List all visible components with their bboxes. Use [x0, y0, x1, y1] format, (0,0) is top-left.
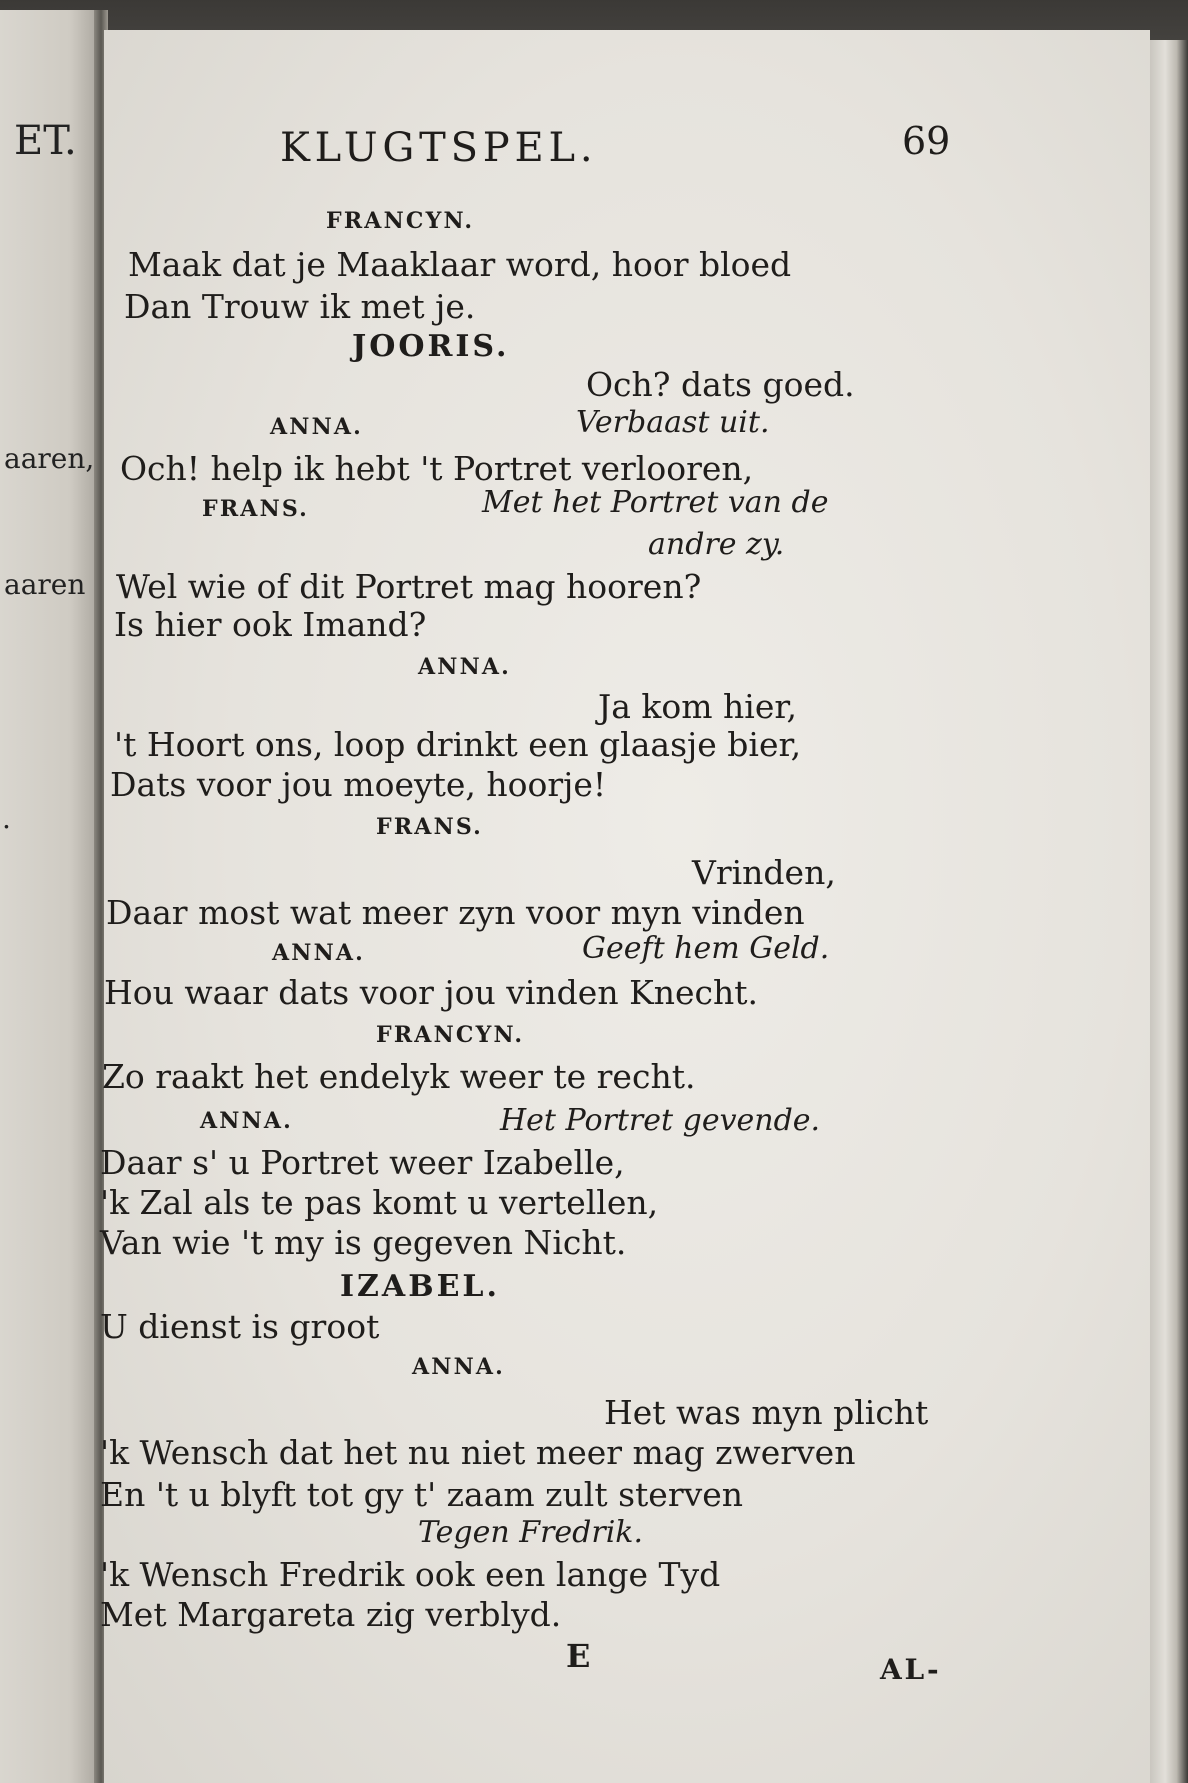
- verse-line: Hou waar dats voor jou vinden Knecht.: [104, 973, 758, 1012]
- verse-line: 'k Zal als te pas komt u vertellen,: [100, 1183, 659, 1222]
- speaker-name: FRANCYN.: [326, 208, 475, 234]
- speaker-name: ANNA.: [272, 940, 366, 966]
- verse-line: Och? dats goed.: [586, 365, 855, 404]
- page-edges: [1150, 40, 1188, 1783]
- speaker-name: FRANS.: [202, 496, 310, 522]
- verse-line: Maak dat je Maaklaar word, hoor bloed: [128, 245, 792, 284]
- verse-line: U dienst is groot: [100, 1307, 380, 1346]
- verse-line: Is hier ook Imand?: [114, 605, 427, 644]
- verse-line: Ja kom hier,: [598, 687, 798, 726]
- verse-line: Zo raakt het endelyk weer te recht.: [102, 1057, 696, 1096]
- stage-direction: Geeft hem Geld.: [582, 931, 830, 966]
- verse-line: Och! help ik hebt 't Portret verlooren,: [120, 449, 754, 488]
- stage-direction: Verbaast uit.: [576, 405, 770, 440]
- verse-line: 't Hoort ons, loop drinkt een glaasje bier,: [114, 725, 802, 764]
- catchword: AL-: [880, 1653, 942, 1686]
- verse-line: 'k Wensch dat het nu niet meer mag zwerven: [100, 1433, 856, 1472]
- speaker-name: ANNA.: [418, 654, 512, 680]
- verse-line: Dan Trouw ik met je.: [124, 287, 476, 326]
- verse-line: 'k Wensch Fredrik ook een lange Tyd: [100, 1555, 721, 1594]
- verse-line: Het was myn plicht: [604, 1393, 929, 1432]
- verse-line: En 't u blyft tot gy t' zaam zult sterven: [100, 1475, 744, 1514]
- page-number: 69: [902, 119, 951, 163]
- speaker-name: IZABEL.: [340, 1269, 500, 1304]
- speaker-name: JOORIS.: [352, 329, 510, 364]
- speaker-name: ANNA.: [200, 1108, 294, 1134]
- left-facing-page: [0, 10, 100, 1783]
- signature-mark: E: [566, 1637, 591, 1675]
- stage-direction: andre zy.: [648, 527, 785, 562]
- left-page-fragment: aaren: [4, 568, 86, 601]
- speaker-name: ANNA.: [412, 1354, 506, 1380]
- verse-line: Van wie 't my is gegeven Nicht.: [100, 1223, 627, 1262]
- left-page-fragment: ET.: [14, 118, 77, 164]
- stage-direction: Tegen Fredrik.: [418, 1515, 644, 1550]
- verse-line: Vrinden,: [692, 853, 836, 892]
- verse-line: Dats voor jou moeyte, hoorje!: [110, 765, 607, 804]
- verse-line: Met Margareta zig verblyd.: [100, 1595, 562, 1634]
- stage-direction: Met het Portret van de: [482, 485, 829, 520]
- running-head-title: KLUGTSPEL.: [280, 125, 598, 171]
- stage-direction: Het Portret gevende.: [500, 1103, 821, 1138]
- verse-line: Wel wie of dit Portret mag hooren?: [116, 567, 702, 606]
- speaker-name: FRANS.: [376, 814, 484, 840]
- verse-line: Daar most wat meer zyn voor myn vinden: [106, 893, 805, 932]
- speaker-name: ANNA.: [270, 414, 364, 440]
- speaker-name: FRANCYN.: [376, 1022, 525, 1048]
- verse-line: Daar s' u Portret weer Izabelle,: [100, 1143, 625, 1182]
- left-page-fragment: aaren,: [4, 442, 95, 475]
- left-page-fragment: .: [2, 802, 11, 835]
